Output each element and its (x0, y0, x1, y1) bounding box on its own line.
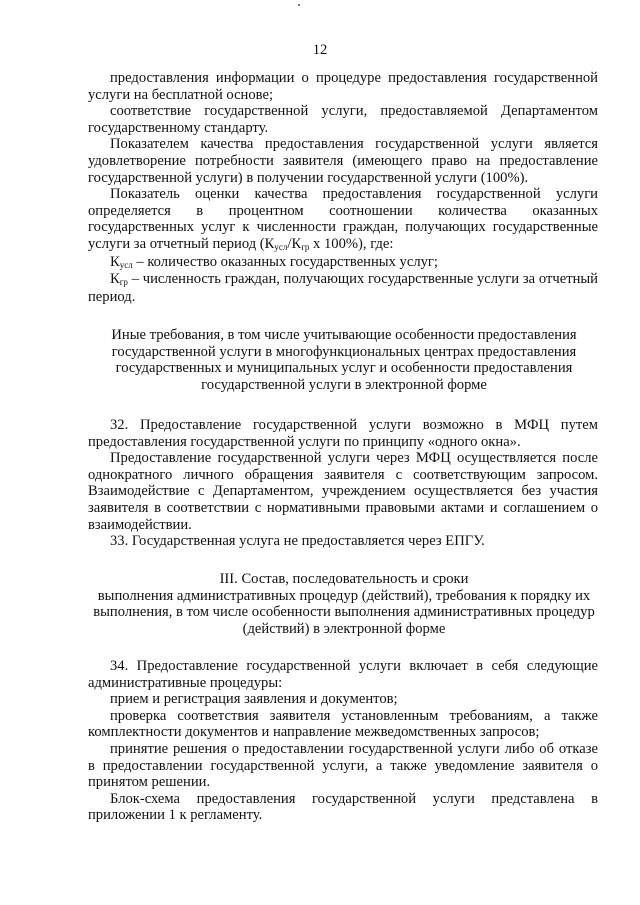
section-mfc (88, 417, 598, 550)
paragraph-with-formula: Показатель оценки качества предоставления государственной услуги определяется в процентном соотношении количества оказанных государственных услуг к численности граждан, получающих государственные услуги за отчетный период ($К_{усл}/К_{гр}$ x 100%), где: (88, 186, 598, 252)
section-heading-title: III. Состав, последовательность и сроки (219, 571, 469, 587)
list-item: прием и регистрация заявления и документов; (110, 691, 398, 708)
section-heading-subtitle: выполнения административных процедур (действий), требования к порядку их выполнения, в том числе особенности выполнения административных процедур (действий) в электронной форме (93, 587, 595, 637)
paragraph: 33. Государственная услуга не предоставляется через ЕПГУ. (110, 533, 485, 550)
heading-section-iii (80, 571, 608, 637)
paragraph: 34. Предоставление государственной услуги включает в себя следующие административные процедуры: (88, 658, 598, 691)
section-procedures (88, 658, 598, 824)
page-number: 12 (312, 42, 328, 58)
paragraph: Предоставление государственной услуги через МФЦ осуществляется после однократного личного обращения заявителя с соответствующим запросом. Взаимодействие с Департаментом, учреждением осуществляется без участия заявителя в соответствии с нормативными правовыми актами и соглашением о взаимодействии. (88, 450, 598, 533)
paragraph: предоставления информации о процедуре предоставления государственной услуги на бесплатной основе; (88, 70, 598, 103)
paragraph: Показателем качества предоставления государственной услуги является удовлетворение потребности заявителя (имеющего право на предоставление государственной услуги) в получении государственной услуги (100%). (88, 136, 598, 186)
paragraph: 32. Предоставление государственной услуги возможно в МФЦ путем предоставления государственной услуги по принципу «одного окна». (88, 417, 598, 450)
list-item: принятие решения о предоставлении государственной услуги либо об отказе в предоставлении государственной услуги, а также уведомление заявителя о принятом решении. (88, 740, 598, 791)
paragraph: Блок-схема предоставления государственной услуги представлена в приложении 1 к регламенту. (88, 790, 598, 824)
definition-k-gr: $К_{гр}$ – численность граждан, получающих государственные услуги за отчетный период. (88, 271, 598, 305)
scan-mark (298, 4, 300, 6)
paragraph-text: Показатель оценки качества предоставления государственной услуги определяется в процентном соотношении количества оказанных государственных услуг к численности граждан, получающих государственные услуги за отчетный период (88, 186, 598, 252)
heading-other-requirements (95, 327, 593, 393)
paragraph: соответствие государственной услуги, предоставляемой Департаментом государственному стандарту. (88, 103, 598, 136)
section-quality-indicators (88, 70, 598, 305)
definition-k-usl: $К_{усл}$ – количество оказанных государственных услуг; (110, 253, 438, 270)
section-heading: Иные требования, в том числе учитывающие особенности предоставления государственной услуги в многофункциональных центрах предоставления государственных и муниципальных услуг и особенности предоставления государственной услуги в электронной форме (111, 327, 577, 393)
list-item: проверка соответствия заявителя установленным требованиям, а также комплектности документов и направление межведомственных запросов; (88, 707, 598, 741)
